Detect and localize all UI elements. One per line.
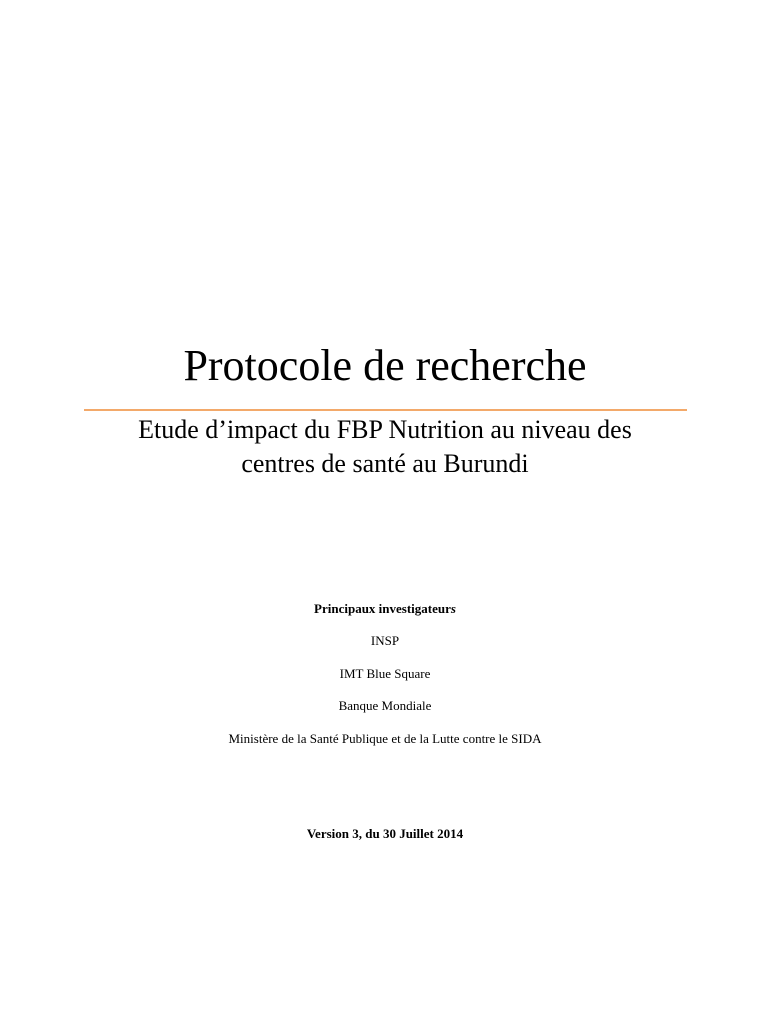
document-title: Protocole de recherche <box>183 341 587 390</box>
subtitle-line-2: centres de santé au Burundi <box>241 449 529 478</box>
investigators-list <box>0 632 770 762</box>
subtitle-line-1: Etude d’impact du FBP Nutrition au niveau des <box>138 415 632 444</box>
investigators-heading-suffix: s <box>450 601 456 616</box>
investigator-item: Ministère de la Santé Publique et de la Lutte contre le SIDA <box>228 730 542 746</box>
version-line: Version 3, du 30 Juillet 2014 <box>306 826 464 841</box>
investigator-item: IMT Blue Square <box>339 665 431 681</box>
document-subtitle <box>70 413 700 481</box>
investigator-item: Banque Mondiale <box>338 698 432 713</box>
investigator-item: INSP <box>370 633 400 648</box>
title-divider <box>84 409 687 411</box>
investigators-heading <box>0 600 770 618</box>
investigators-heading-main: Principaux investigateur <box>314 601 451 616</box>
